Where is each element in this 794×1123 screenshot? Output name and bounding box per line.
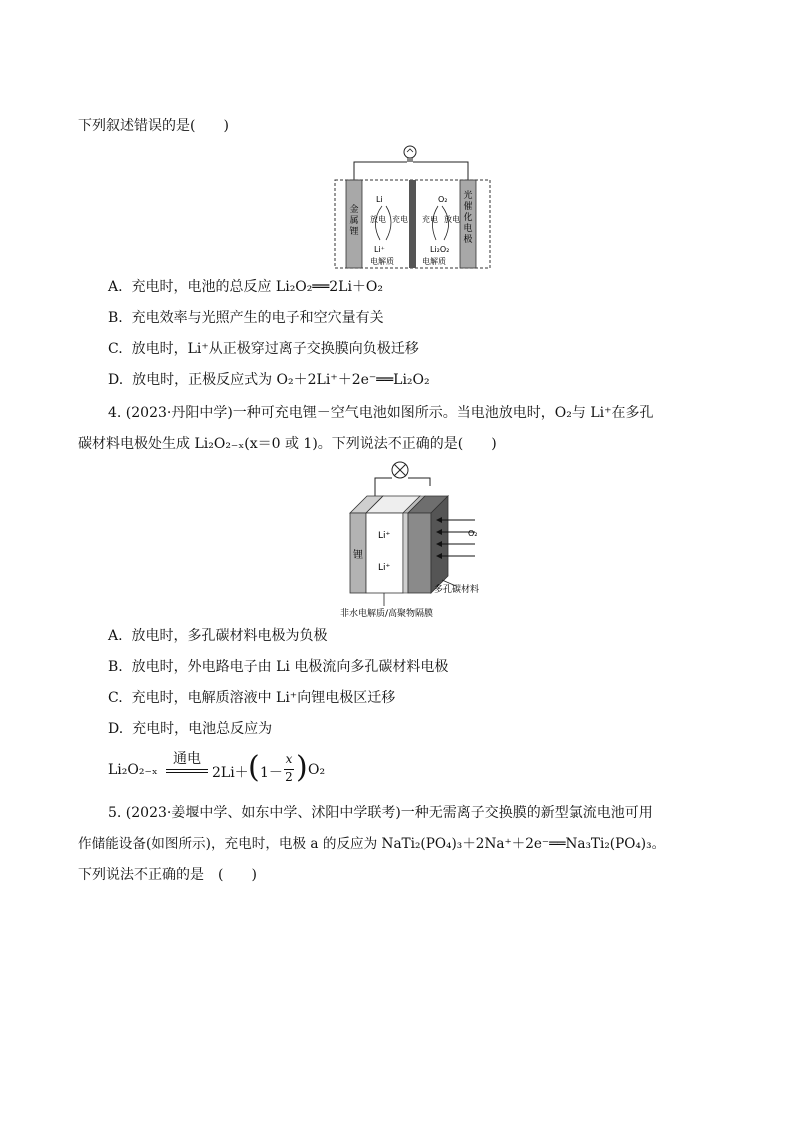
equation-condition: 通电 — [173, 751, 201, 767]
bulb-icon — [404, 146, 416, 162]
q3-option-a — [108, 277, 383, 297]
left-electrode-label-char: 锂 — [349, 227, 359, 237]
equation-double-line — [166, 769, 208, 773]
equation-product-o2: O₂ — [308, 762, 326, 778]
option-label: A. — [108, 628, 123, 644]
option-text: 放电时，正极反应式为 O₂＋2Li⁺＋2e⁻══Li₂O₂ — [132, 372, 430, 388]
option-text: 放电时，Li⁺从正极穿过离子交换膜向负极迁移 — [131, 341, 419, 357]
li-ion-label-2: Li⁺ — [378, 563, 391, 573]
q4-option-a — [108, 626, 327, 646]
q5-stem-line1: 5. (2023·姜堰中学、如东中学、沭阳中学联考)一种无需离子交换膜的新型氯流电池可用 — [108, 805, 653, 821]
left-electrode-label-char: 金 — [349, 205, 359, 215]
option-label: B. — [108, 659, 123, 675]
q4-stem-line2: 碳材料电极处生成 Li₂O₂₋ₓ(x＝0 或 1)。下列说法不正确的是( ) — [78, 436, 497, 452]
option-label: D. — [108, 721, 124, 737]
lamp-icon — [392, 462, 408, 478]
right-electrode-label — [463, 189, 472, 245]
equation-product-li: 2Li＋ — [212, 765, 249, 781]
equation-frac-denominator: 2 — [285, 770, 293, 784]
option-text: 充电时，电解质溶液中 Li⁺向锂电极区迁移 — [131, 690, 396, 706]
left-chamber-top: Li — [376, 195, 383, 204]
left-chamber-electrolyte: 电解质 — [370, 257, 394, 266]
q3-option-c — [108, 339, 419, 359]
left-chamber-cycle: 放电 — [370, 215, 386, 224]
left-chamber-cycle2: 充电 — [392, 215, 408, 224]
membrane-label: 非水电解质/高聚物隔膜 — [340, 609, 434, 619]
right-electrode-label-char: 化 — [463, 213, 473, 223]
right-chamber-cycle2: 放电 — [444, 215, 460, 224]
equation-reactant: Li₂O₂₋ₓ — [108, 762, 158, 778]
right-chamber-cycle: 充电 — [422, 215, 438, 224]
q4-option-d — [108, 719, 272, 739]
option-label: D. — [108, 372, 124, 388]
right-electrode-label-char: 电 — [463, 224, 473, 234]
left-electrode-label — [349, 203, 358, 237]
equation-frac-numerator: x — [285, 752, 293, 766]
equation-one-minus: 1－ — [260, 765, 283, 781]
right-chamber-electrolyte: 电解质 — [422, 257, 446, 266]
q3-option-b — [108, 308, 384, 328]
li-ion-label-1: Li⁺ — [378, 531, 391, 541]
option-text: 充电时，电池的总反应 Li₂O₂══2Li＋O₂ — [131, 279, 384, 295]
option-text: 放电时，多孔碳材料电极为负极 — [131, 628, 328, 644]
o2-label: O₂ — [468, 529, 478, 538]
option-text: 放电时，外电路电子由 Li 电极流向多孔碳材料电极 — [131, 659, 449, 675]
q5-stem-line3: 下列说法不正确的是 ( ) — [78, 867, 257, 883]
right-electrode-label-char: 极 — [463, 235, 473, 245]
right-chamber-bottom: Li₂O₂ — [430, 245, 450, 254]
q3-option-d — [108, 370, 430, 390]
q4-option-c — [108, 688, 395, 708]
right-chamber-top: O₂ — [438, 195, 448, 204]
right-electrode-label-char: 光 — [463, 191, 473, 201]
left-electrode-label-char: 属 — [349, 216, 359, 226]
option-label: A. — [108, 279, 123, 295]
q4-stem-line1: 4. (2023·丹阳中学)一种可充电锂－空气电池如图所示。当电池放电时，O₂与 Li⁺在多孔 — [108, 405, 654, 421]
q5-stem-line2: 作储能设备(如图所示)，充电时，电极 a 的反应为 NaTi₂(PO₄)₃＋2Na⁺＋2e⁻══Na₃Ti₂(PO₄)₃。 — [78, 836, 666, 852]
lithium-label: 锂 — [353, 550, 363, 561]
equation-left-paren: ( — [248, 750, 260, 785]
equation-right-paren: ) — [296, 750, 308, 785]
right-electrode-label-char: 催 — [463, 202, 473, 212]
q4-option-b — [108, 657, 448, 677]
left-chamber-bottom: Li⁺ — [374, 245, 385, 254]
q4-battery-figure — [330, 458, 520, 620]
option-label: C. — [108, 341, 123, 357]
option-label: C. — [108, 690, 123, 706]
q3-stem: 下列叙述错误的是( ) — [78, 118, 229, 134]
q3-battery-figure — [330, 140, 495, 272]
option-text: 充电效率与光照产生的电子和空穴量有关 — [131, 310, 384, 326]
porous-carbon-label: 多孔碳材料 — [434, 585, 480, 595]
option-text: 充电时，电池总反应为 — [132, 721, 273, 737]
option-label: B. — [108, 310, 123, 326]
